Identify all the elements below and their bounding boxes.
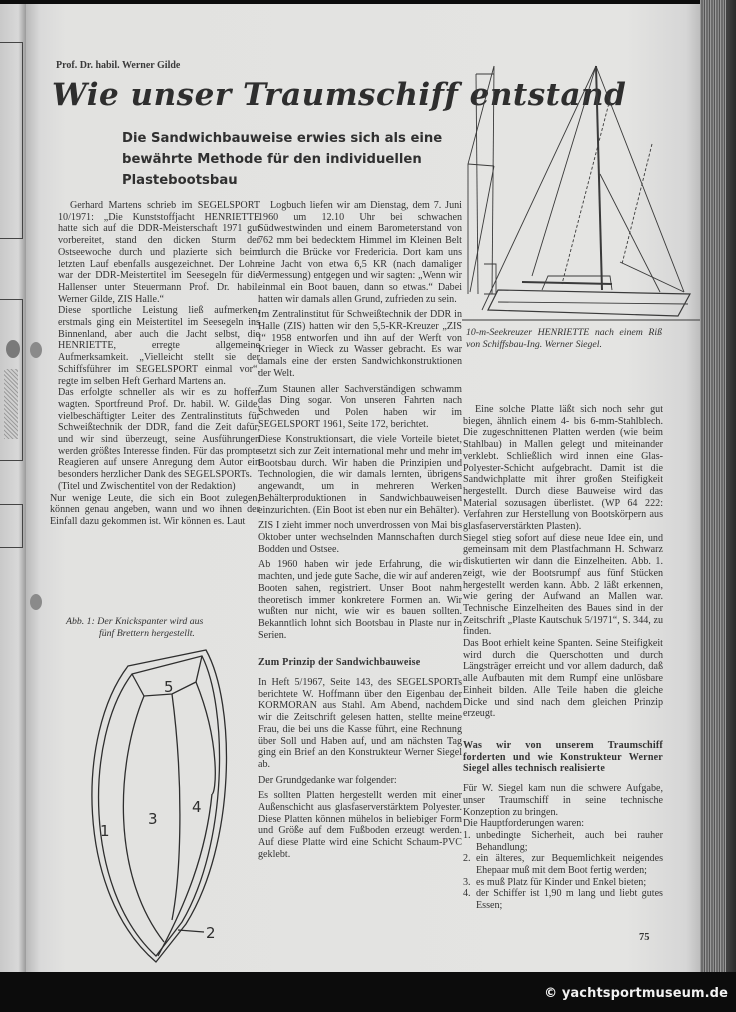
list-text: der Schiffer ist 1,90 m lang und liebt gutes Essen; — [476, 888, 663, 912]
map-frame — [0, 42, 23, 239]
panel-3-edge — [123, 696, 164, 942]
list-text: unbedingte Sicherheit, auch bei rauher Behandlung; — [476, 829, 663, 853]
map-shading — [4, 369, 18, 439]
facing-page-edge — [0, 4, 27, 972]
boom — [522, 282, 612, 284]
binding-hole — [30, 342, 42, 358]
panel-3-4-edge — [172, 694, 180, 920]
waterline — [498, 302, 688, 304]
list-text: ein älteres, zur Bequemlichkeit neigendes Ehepaar muß mit dem Boot fertig werden; — [476, 853, 663, 877]
jib-leech — [562, 99, 610, 284]
list-text: es muß Platz für Kinder und Enkel bieten; — [476, 876, 647, 888]
map-frame — [0, 504, 23, 548]
body-paragraph: Für W. Siegel kam nun die schwere Aufgabe, unser Traumschiff in seine technische Konzeption zu bringen. — [463, 783, 663, 818]
text-column-2 — [258, 200, 462, 861]
article-title: Wie unser Traumschiff entstand — [52, 77, 627, 113]
list-number: 2. — [463, 853, 471, 865]
panel-label: 4 — [192, 798, 202, 816]
caption-line: fünf Brettern hergestellt. — [99, 627, 195, 639]
label-2-leader — [178, 930, 204, 932]
list-number: 4. — [463, 888, 471, 900]
hull-outline — [92, 650, 227, 962]
body-paragraph: Diese Konstruktionsart, die viele Vorteile bietet, setzt sich zur Zeit international mehr und mehr im Bootsbau durch. Wir haben die Prinzipien und Technologien, die wir damals lernten, übrigens angewandt, um in mehreren Werken Behälterproduktionen in Sandwichbauweisen einzurichten. (Ein Boot ist eben nur ein Behälter). — [258, 434, 462, 516]
panel-label: 3 — [148, 810, 158, 828]
mast — [596, 66, 602, 290]
body-paragraph: Zum Staunen aller Sachverständigen schwamm das Ding sogar. Von unseren Fahrten nach Schweden und Polen haben wir im SEGELSPORT 1961, Seite 172, berichtet. — [258, 383, 462, 430]
section-heading: Zum Prinzip der Sandwichbauweise — [258, 657, 421, 669]
body-paragraph: Logbuch liefen wir am Dienstag, dem 7. Juni 1960 um 12.10 Uhr bei schwachen Südwestwinden und einem Barometerstand von 762 mm bei bedecktem Himmel im Kleinen Belt durch die Brücke vor Fredericia. Dort kam uns eine Jacht von etwa 6,5 KR (nach damaliger Vermessung) entgegen und wir sagten: „Wenn wir einmal ein Boot bauen, dann so etwas.“ Dabei hatten wir damals allen Grund, zufrieden zu sein. — [258, 200, 462, 305]
article-subtitle: Die Sandwichbauweise erwies sich als eine bewährte Methode für den individuellen Plastebootsbau — [122, 131, 443, 188]
panel-label: 1 — [100, 822, 110, 840]
copyright-watermark: © yachtsportmuseum.de — [544, 986, 728, 1001]
list-item — [463, 877, 663, 889]
side-diagonal — [470, 166, 494, 292]
body-paragraph: Im Zentralinstitut für Schweißtechnik der DDR in Halle (ZIS) hatten wir den 5,5-KR-Kreuzer „ZIS I“ 1958 entworfen und ihn auf der Werft von Krieger in Wieck zu Wasser gebracht. Es war damals eine der ersten Sandwichkonstruktionen der Welt. — [258, 309, 462, 379]
editor-note: (Titel und Zwischentitel von der Redaktion) — [58, 480, 236, 492]
list-item — [463, 830, 663, 853]
caption-line: Abb. 1: Der Knickspanter wird aus — [66, 616, 204, 627]
side-spreader — [468, 164, 494, 166]
body-paragraph: Das Boot erhielt keine Spanten. Seine Steifigkeit wird durch die Querschotten und durch Längsträger erreicht und vor allem dadurch, daß alle Aufbauten mit dem Rumpf eine unlösbare Einheit bilden. Alle Teile haben die gleiche Dicke und sind nach dem gleichen Prinzip erzeugt. — [463, 638, 663, 720]
text-column-1 — [50, 200, 260, 528]
text-column-3 — [463, 404, 663, 912]
body-paragraph: Es sollten Platten hergestellt werden mit einer Außenschicht aus glasfaserverstärktem Polyester. Diese Platten können mühelos in beliebiger Form und Größe auf dem Fußboden erzeugt werden. Auf diese Platte wird eine Schicht Schaum-PVC geklebt. — [258, 790, 462, 860]
forestay — [482, 66, 596, 310]
side-hull — [484, 264, 496, 294]
book-page-edges — [700, 0, 736, 975]
panel-4-edge — [196, 682, 215, 794]
figure-2-caption: 10-m-Seekreuzer HENRIETTE nach einem Riß von Schiffsbau-Ing. Werner Siegel. — [466, 327, 662, 350]
jib-luff — [532, 66, 596, 276]
panel-label: 2 — [206, 924, 216, 942]
article-author: Prof. Dr. habil. Werner Gilde — [56, 60, 181, 71]
list-item — [463, 888, 663, 911]
backstay — [596, 66, 684, 292]
intro-paragraph: Das erfolgte schneller als wir es zu hoffen wagten. Sportfreund Prof. Dr. habil. W. Gilde, vielbeschäftigter Leiter des Zentralinstituts für Schweißtechnik der DDR, fand die Zeit dafür, und wir sind überzeugt, seine Ausführungen werden größtes Interesse finden. Für das prompte Reagieren auf unsere Anregung dem Autor ein besonders herzlicher Dank des SEGELSPORTs. — [58, 387, 260, 481]
figure-1-caption — [66, 616, 262, 639]
binding-hole — [6, 340, 20, 358]
intro-paragraph: Diese sportliche Leistung ließ aufmerken, erstmals ging ein Meistertitel im Seesegeln ins Binnenland, aber auch die Jacht selbst, die HENRIETTE, erregte allgemeine Aufmerksamkeit. „Vielleicht stellt sie der Schiffsführer im SEGELSPORT einmal vor“, regte im selben Heft Gerhard Martens an. — [58, 305, 260, 387]
list-item — [463, 853, 663, 876]
magazine-page — [26, 4, 700, 972]
figure-1-hull-diagram — [66, 644, 256, 974]
panel-label: 5 — [164, 678, 174, 696]
body-paragraph: Eine solche Platte läßt sich noch sehr gut biegen, ähnlich einem 4- bis 6-mm-Stahlblech. Die zugeschnittenen Platten werden (wie beim Stahlbau) in Mallen gelegt und miteinander verklebt. Schließlich wird innen eine Glas-Polyester-Schicht aufgebracht. Damit ist die Sandwichplatte mit ihrer großen Steifigkeit hergestellt. Durch diese Bauweise wird das Material sozusagen überlistet. (WP 64 222: Verfahren zur Herstellung von Bootskörpern aus glasfaserverstärkten Plasten). — [463, 404, 663, 533]
body-paragraph: ZIS I zieht immer noch unverdrossen von Mai bis Oktober unter wechselnden Mannschaften durch Bodden und Ostsee. — [258, 520, 462, 555]
body-paragraph: Ab 1960 haben wir jede Erfahrung, die wir machten, und jede gute Sache, die wir auf anderen Booten sahen, registriert. Unser Boot nahm theoretisch immer konkretere Formen an. Wir wußten nur nicht, wie wir es bauen sollten. Bekanntlich lohnt sich Bootsbau in Plaste nur in Serien. — [258, 559, 462, 641]
side-mast — [492, 66, 494, 294]
body-paragraph: Die Hauptforderungen waren: — [463, 818, 585, 830]
body-paragraph: In Heft 5/1967, Seite 143, des SEGELSPORTs berichtete W. Hoffmann über den Eigenbau der KORMORAN aus Stahl. Am Abend, nachdem wir die Zeitschrift gelesen hatten, stellte meine Frau, die bei uns die Kasse führt, eine Rechnung über Soll und Haben auf, und am nächsten Tag ging ein Brief an den Konstrukteur Werner Siegel ab. — [258, 677, 462, 770]
body-paragraph: Nur wenige Leute, die sich ein Boot zulegen, können genau angeben, wann und wo ihnen der Einfall dazu gekommen ist. Wir können es. Laut — [50, 492, 260, 527]
body-paragraph: Siegel stieg sofort auf diese neue Idee ein, und gemeinsam mit dem Plastfachmann H. Schwarz diskutierten wir dann die Einzelheiten. Abb. 1. zeigt, wie der Bootsrumpf aus fünf Stücken hergestellt werden kann. Abb. 2 läßt erkennen, wie gering der Aufwand an Mallen war. Technische Einzelheiten des Baues sind in der Zeitschrift „Plaste Kautschuk 5/1971“, S. 344, zu finden. — [463, 532, 663, 638]
binding-hole — [30, 594, 42, 610]
side-rig-line — [468, 66, 494, 294]
section-heading: Was wir von unserem Traumschiff forderten und wie Konstrukteur Werner Siegel alles technisch realisierte — [463, 739, 663, 775]
page-number: 75 — [639, 932, 650, 943]
intro-paragraph: Gerhard Martens schrieb im SEGELSPORT 10/1971: „Die Kunststoffjacht HENRIETTE hatte sich auf die DDR-Meisterschaft 1971 gut vorbereitet, stand den dicken Sturm der Ostseewoche durch und plazierte sich beim letzten Lauf ebenfalls ausgezeichnet. Der Lohn war der DDR-Meistertitel im Seesegeln für die Hallenser unter Steuermann Prof. Dr. habil. Werner Gilde, ZIS Halle.“ — [58, 200, 260, 305]
figure-2-sailboat-drawing — [462, 54, 702, 324]
list-number: 1. — [463, 829, 471, 841]
requirements-list — [463, 830, 663, 912]
shroud — [600, 174, 660, 292]
body-paragraph: Der Grundgedanke war folgender: — [258, 774, 397, 786]
list-number: 3. — [463, 876, 471, 888]
